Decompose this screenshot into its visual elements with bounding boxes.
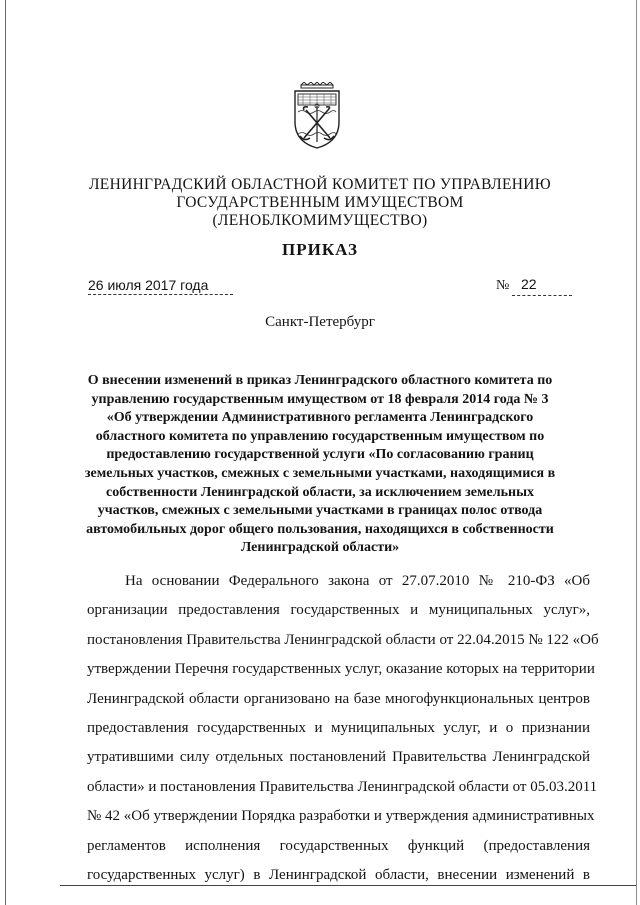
body-text (87, 567, 599, 890)
number-underline (512, 295, 572, 296)
body-line: № 42 «Об утверждении Порядка разработки и утверждения административных (87, 808, 595, 825)
organization-name-line-2: ГОСУДАРСТВЕННЫМ ИМУЩЕСТВОМ (176, 194, 464, 211)
order-date-text: 26 июля 2017 года (88, 277, 209, 293)
body-line: утратившими силу отдельных постановлений Правительства Ленинградской (87, 749, 590, 766)
order-number-label: № (496, 278, 510, 293)
heading-line: Ленинградской области» (240, 540, 400, 556)
body-line: государственных услуг) в Ленинградской области, внесении изменений в (87, 866, 590, 883)
body-line: предоставления государственных и муниципальных услуг, и о признании (87, 719, 590, 736)
order-number-value: 22 (521, 276, 537, 292)
body-line: организации предоставления государственных и муниципальных услуг», (87, 602, 590, 619)
heading-line: О внесении изменений в приказ Ленинградского областного комитета по (87, 373, 553, 388)
order-date (88, 275, 233, 297)
heading-line: автомобильных дорог общего пользования, находящихся в собственности (86, 521, 554, 537)
date-underline (88, 294, 233, 295)
organization-name-line-1: ЛЕНИНГРАДСКИЙ ОБЛАСТНОЙ КОМИТЕТ ПО УПРАВЛЕНИЮ (89, 176, 551, 193)
heading-line: собственности Ленинградской области, за исключением земельных (106, 484, 534, 500)
heading-line: участков, смежных с земельными участками в границах полос отвода (97, 503, 543, 519)
heading-line: «Об утверждении Административного регламента Ленинградского (106, 410, 534, 426)
order-heading (78, 372, 562, 558)
heading-line: областного комитета по управлению государственным имуществом по (95, 428, 545, 444)
body-line: Ленинградской области организовано на базе многофункциональных центров (87, 690, 590, 707)
body-line: области» и постановления Правительства Ленинградской области от 05.03.2011 (87, 778, 598, 795)
body-line: регламентов исполнения государственных функций (предоставления (87, 837, 590, 854)
heading-line: земельных участков, смежных с земельными участками, находящимися в (84, 465, 556, 481)
scan-edge-left (5, 0, 6, 905)
document-title: ПРИКАЗ (282, 240, 358, 259)
organization-abbreviation: (ЛЕНОБЛКОМИМУЩЕСТВО) (212, 212, 428, 229)
scan-edge-right (636, 0, 637, 905)
city-name: Санкт-Петербург (265, 314, 375, 330)
body-line: постановления Правительства Ленинградской области от 22.04.2015 № 122 «Об (87, 631, 599, 648)
body-line: На основании Федерального закона от 27.07.2010 № 210-ФЗ «Об (125, 573, 590, 589)
coat-of-arms-icon (292, 82, 342, 150)
heading-line: предоставлению государственной услуги «По согласованию границ (106, 447, 534, 463)
body-line: утверждении Перечня государственных услуг, оказание которых на территории (87, 661, 595, 678)
heading-line: управлению государственным имуществом от 18 февраля 2014 года № 3 (91, 391, 549, 407)
